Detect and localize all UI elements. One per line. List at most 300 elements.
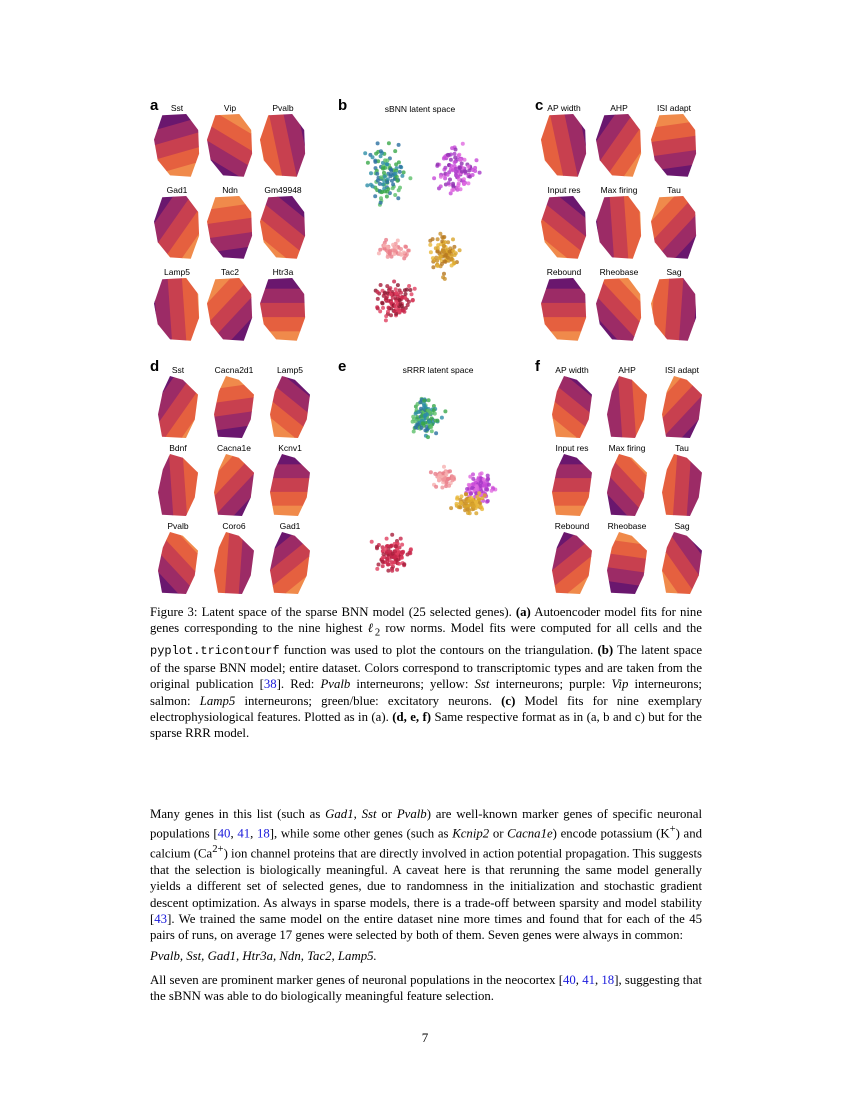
scatter-point [470,486,474,490]
scatter-point [478,171,482,175]
scatter-point [456,186,460,190]
subplot-title: Cacna1e [216,443,252,453]
scatter-point [381,167,385,171]
contour-plot-c [541,278,587,342]
scatter-point [440,262,444,266]
scatter-point [436,246,440,250]
scatter-point [415,415,419,419]
contour-plot-d [214,532,254,594]
citation-link[interactable]: 40 [562,973,576,987]
scatter-point [429,470,433,474]
scatter-point [444,253,448,257]
body-text: or [489,826,508,841]
scatter-point [432,176,436,180]
scatter-point [378,309,382,313]
scatter-point [393,193,397,197]
subplot-title: Gm49948 [264,185,302,195]
figure-caption [150,604,702,742]
scatter-point [449,506,453,510]
superscript: 2+ [212,844,224,856]
caption-text: interneurons; salmon: [150,677,702,708]
scatter-point [421,421,425,425]
scatter-point [384,318,388,322]
sbnn-latent-scatter [340,115,500,340]
scatter-point [422,399,426,403]
body-text: ], suggesting that the sBNN was able to do biologically meaningful feature selection. [150,973,702,1004]
subplot-title: Bdnf [169,443,187,453]
scatter-point [478,472,482,476]
scatter-point [391,182,395,186]
body-text: ) are well-known marker genes of specific neuronal populations [ [150,807,702,841]
scatter-point [379,175,383,179]
subplot-title: Rheobase [599,267,639,277]
contour-plot-f [662,454,702,516]
subplot-title: Lamp5 [164,267,190,277]
contour-plot-a [154,278,200,342]
subplot-title: Input res [547,185,581,195]
scatter-point [378,248,382,252]
subplot-title: AP width [547,103,581,113]
scatter-point [438,473,442,477]
caption-gene: Sst [474,677,490,692]
subplot-title: Htr3a [272,267,294,277]
subplot-title: Vip [223,103,237,113]
scatter-point [440,486,444,490]
scatter-point [370,540,374,544]
caption-panel-ref: (d, e, f) [392,709,432,724]
scatter-point [458,505,462,509]
scatter-point [402,562,406,566]
subplot-title: Max firing [608,443,646,453]
scatter-point [443,166,447,170]
scatter-point [479,505,483,509]
contour-plot-a [260,196,306,260]
scatter-point [460,170,464,174]
gene-name: Kcnip2 [452,826,490,841]
scatter-point [439,175,443,179]
contour-plot-f [607,532,647,594]
scatter-point [451,478,455,482]
contour-plot-c [651,278,697,342]
contour-plot-c [541,196,587,260]
caption-text: Autoencoder model fits for nine genes corresponding to the nine highest [150,605,703,636]
citation-link[interactable]: 38 [263,677,277,692]
scatter-point [430,429,434,433]
subplot-title: Input res [555,443,589,453]
subplot-title: ISI adapt [664,365,700,375]
scatter-point [471,482,475,486]
scatter-point [389,544,393,548]
gene-name: Cacna1e [507,826,553,841]
scatter-point [396,196,400,200]
scatter-point [419,407,423,411]
scatter-point [450,257,454,261]
citation-link[interactable]: 18 [601,973,615,987]
scatter-point [378,182,382,186]
scatter-point [444,472,448,476]
scatter-point [443,260,447,264]
scatter-point [393,555,397,559]
caption-text: Model fits for nine exemplary electrophysiological features. Plotted as in (a). [150,693,702,724]
scatter-point [432,408,436,412]
scatter-point [454,148,458,152]
scatter-point [392,280,396,284]
srrr-latent-scatter [355,378,525,593]
body-text: , [230,826,238,841]
contour-plot-d [214,454,254,516]
citation-link[interactable]: 18 [257,826,270,841]
scatter-point [371,184,375,188]
scatter-point [443,240,447,244]
scatter-point [376,290,380,294]
subplot-title: Sst [171,365,185,375]
scatter-point [394,172,398,176]
contour-plot-a [154,114,200,178]
body-text: ) and calcium (Ca [150,826,703,861]
body-text: ) ion channel proteins that are directly involved in action potential propagation. This suggests that the selection is biologically meaningful. A caveat here is that rerunning the same model generally yields a different set of selected genes, due to randomness in the initialization and stochastic gradient descent optimization. As always in sparse models, there is a trade-off between sparsity and model stability [ [150,846,703,926]
scatter-point [407,300,411,304]
scatter-point [393,149,397,153]
scatter-point [397,143,401,147]
scatter-point [440,235,444,239]
contour-plot-a [260,114,306,178]
scatter-point [443,409,447,413]
scatter-point [400,174,404,178]
scatter-point [384,314,388,318]
caption-panel-ref: (c) [501,693,516,708]
scatter-point [429,250,433,254]
scatter-point [439,184,443,188]
subplot-title: Rebound [554,521,590,531]
scatter-point [379,201,383,205]
subplot-title: Tac2 [221,267,239,277]
scatter-point [426,435,430,439]
subplot-title: Ndn [222,185,238,195]
scatter-point [394,544,398,548]
subplot-title: Gad1 [279,521,301,531]
body-text: ]. We trained the same model on the entire dataset nine more times and found that for each of the 45 pairs of runs, on average 17 genes were selected by both of them. Seven genes were always in common: [150,911,702,943]
subplot-title: Rebound [546,267,582,277]
scatter-point [406,249,410,253]
scatter-point [381,301,385,305]
subplot-title: Sag [666,267,682,277]
body-text: ) encode potassium (K [552,826,670,841]
scatter-point [476,477,480,481]
contour-plot-d [158,532,198,594]
contour-plot-a [207,114,253,178]
scatter-point [383,175,387,179]
scatter-point [365,183,369,187]
scatter-point [411,299,415,303]
scatter-point [386,563,390,567]
subplot-title: Pvalb [272,103,294,113]
contour-plot-f [607,376,647,438]
scatter-point [443,277,447,281]
caption-text: interneurons; green/blue: excitatory neurons. [235,693,502,708]
panel-e-letter: e [338,358,347,375]
scatter-point [391,186,395,190]
scatter-point [390,255,394,259]
scatter-point [399,537,403,541]
scatter-point [390,569,394,573]
scatter-point [388,249,392,253]
scatter-point [475,495,479,499]
scatter-point [388,286,392,290]
panel-d-letter: d [150,358,160,375]
scatter-point [464,492,468,496]
scatter-point [456,175,460,179]
subplot-title: Coro6 [222,521,246,531]
panel-c-letter: c [535,97,544,114]
scatter-point [472,505,476,509]
scatter-point [467,169,471,173]
caption-text: row norms. Model fits were computed for all cells and the [380,621,702,636]
caption-panel-ref: (a) [515,605,531,619]
body-paragraph-1 [150,806,702,944]
scatter-point [408,551,412,555]
panel-f-letter: f [535,358,540,375]
scatter-point [443,155,447,159]
scatter-point [377,563,381,567]
scatter-point [366,161,370,165]
subplot-title: Rheobase [607,521,647,531]
scatter-point [442,244,446,248]
scatter-point [388,174,392,178]
scatter-point [385,159,389,163]
gene-name: Gad1 [325,807,354,821]
scatter-point [386,310,390,314]
scatter-point [385,195,389,199]
scatter-point [431,237,435,241]
contour-plot-c [651,114,697,178]
scatter-point [442,465,446,469]
scatter-point [458,158,462,162]
contour-plot-a [260,278,306,342]
scatter-point [483,493,487,497]
scatter-point [443,176,447,180]
panel-e-title: sRRR latent space [402,365,474,375]
body-text: , [594,973,602,987]
scatter-point [385,180,389,184]
scatter-point [436,163,440,167]
scatter-point [375,305,379,309]
scatter-point [396,179,400,183]
scatter-point [400,543,404,547]
gene-name: Sst [361,807,377,821]
scatter-point [381,306,385,310]
citation-link[interactable]: 41 [237,826,251,841]
contour-plot-f [662,376,702,438]
body-text: , [250,826,257,841]
scatter-point [482,478,486,482]
scatter-point [413,287,417,291]
citation-link[interactable]: 43 [154,911,168,926]
scatter-point [475,158,479,162]
subplot-title: Gad1 [166,185,188,195]
scatter-point [426,409,430,413]
caption-math: ℓ [367,621,375,636]
scatter-point [398,170,402,174]
scatter-point [434,431,438,435]
scatter-point [429,425,433,429]
scatter-point [442,272,446,276]
caption-text: interneurons; purple: [489,677,612,692]
scatter-point [458,248,462,252]
caption-text: ]. Red: [276,677,321,692]
contour-plot-f [552,376,592,438]
scatter-point [381,556,385,560]
subplot-title: Cacna2d1 [214,365,254,375]
scatter-point [390,533,394,537]
scatter-point [363,151,367,155]
scatter-point [433,472,437,476]
scatter-point [391,243,395,247]
scatter-point [427,398,431,402]
scatter-point [431,265,435,269]
caption-gene: Vip [611,677,629,692]
scatter-point [384,296,388,300]
scatter-point [457,153,461,157]
scatter-point [375,567,379,571]
panel-b-title: sBNN latent space [384,104,456,114]
scatter-point [396,283,400,287]
body-gene-list: Pvalb, Sst, Gad1, Htr3a, Ndn, Tac2, Lamp5. [150,949,377,963]
scatter-point [486,499,490,503]
scatter-point [464,170,468,174]
contour-plot-d [270,454,310,516]
contour-plot-c [596,114,642,178]
scatter-point [387,306,391,310]
body-text: All seven are prominent marker genes of neuronal populations in the neocortex [ [150,973,563,987]
contour-plot-c [596,196,642,260]
scatter-point [458,166,462,170]
body-text: , [353,807,362,821]
scatter-point [446,153,450,157]
scatter-point [371,155,375,159]
scatter-point [484,484,488,488]
contour-plot-a [154,196,200,260]
scatter-point [397,308,401,312]
scatter-point [477,491,481,495]
body-text: ], while some other genes (such as [269,826,453,841]
gene-name: Pvalb [396,807,427,821]
scatter-point [448,178,452,182]
subplot-title: ISI adapt [656,103,692,113]
scatter-point [375,172,379,176]
scatter-point [401,309,405,313]
scatter-point [385,537,389,541]
scatter-point [400,556,404,560]
scatter-point [416,422,420,426]
scatter-point [383,189,387,193]
scatter-point [369,171,373,175]
caption-gene: Lamp5 [199,693,236,708]
scatter-point [374,152,378,156]
scatter-point [453,152,457,156]
panel-a-letter: a [150,97,159,114]
scatter-point [393,309,397,313]
scatter-point [450,146,454,150]
scatter-point [416,410,420,414]
scatter-point [408,176,412,180]
caption-text: Latent space of the sparse BNN model (25 selected genes). [197,605,516,619]
scatter-point [399,302,403,306]
scatter-point [398,165,402,169]
scatter-point [394,287,398,291]
contour-plot-d [214,376,254,438]
subplot-title: AP width [555,365,589,375]
scatter-point [487,483,491,487]
scatter-point [386,255,390,259]
scatter-point [451,249,455,253]
citation-link[interactable]: 41 [582,973,595,987]
scatter-point [476,503,480,507]
scatter-point [425,413,429,417]
scatter-point [464,502,468,506]
contour-plot-d [270,376,310,438]
contour-plot-d [158,376,198,438]
scatter-point [471,173,475,177]
scatter-point [447,484,451,488]
scatter-point [376,297,380,301]
body-text: Many genes in this list (such as [150,807,326,821]
scatter-point [380,190,384,194]
scatter-point [450,188,454,192]
contour-plot-a [207,196,253,260]
scatter-point [410,292,414,296]
scatter-point [490,489,494,493]
contour-plot-f [662,532,702,594]
scatter-point [408,288,412,292]
scatter-point [398,251,402,255]
scatter-point [468,511,472,515]
scatter-point [377,251,381,255]
scatter-point [465,487,469,491]
scatter-point [434,485,438,489]
scatter-point [474,500,478,504]
scatter-point [403,296,407,300]
subplot-title: Lamp5 [277,365,303,375]
scatter-point [402,256,406,260]
body-text: , [575,973,583,987]
scatter-point [422,404,426,408]
scatter-point [387,141,391,145]
scatter-point [385,550,389,554]
scatter-point [386,569,390,573]
scatter-point [379,196,383,200]
scatter-point [441,478,445,482]
scatter-point [427,420,431,424]
scatter-point [466,507,470,511]
scatter-point [448,250,452,254]
scatter-point [375,546,379,550]
scatter-point [485,488,489,492]
scatter-point [389,313,393,317]
scatter-point [453,160,457,164]
scatter-point [385,162,389,166]
scatter-point [435,419,439,423]
scatter-point [438,232,442,236]
scatter-point [471,168,475,172]
scatter-point [430,416,434,420]
scatter-point [446,173,450,177]
scatter-point [479,481,483,485]
citation-link[interactable]: 40 [217,826,231,841]
scatter-point [382,171,386,175]
scatter-point [394,304,398,308]
scatter-point [454,170,458,174]
scatter-point [468,475,472,479]
